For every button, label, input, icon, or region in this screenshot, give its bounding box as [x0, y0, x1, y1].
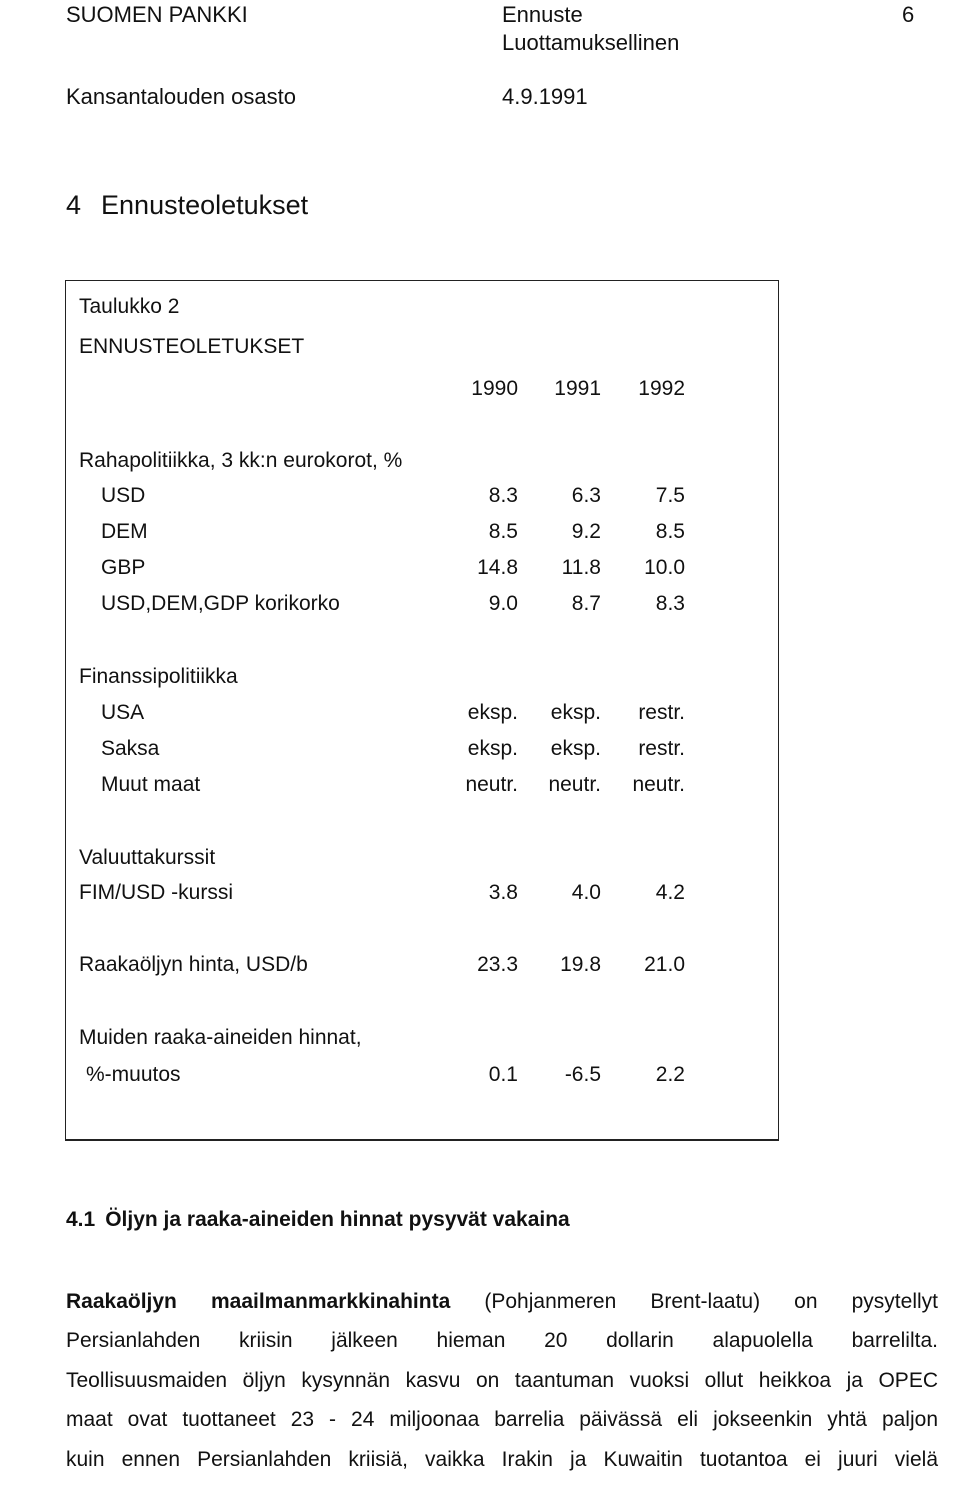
paragraph-line: Raakaöljyn maailmanmarkkinahinta (Pohjanmeren Brent-laatu) on pysytellyt	[66, 1290, 938, 1313]
paragraph-line: kuin ennen Persianlahden kriisiä, vaikka Irakin ja Kuwaitin tuotantoa ei juuri vielä	[66, 1448, 938, 1471]
year-header: 1991	[554, 377, 601, 400]
table-cell: 19.8	[560, 953, 601, 976]
section-number: 4	[66, 190, 82, 220]
document-date: 4.9.1991	[502, 84, 588, 109]
table-cell: 14.8	[477, 556, 518, 579]
row-label: DEM	[101, 520, 148, 543]
paragraph-line: maat ovat tuottaneet 23 - 24 miljoonaa barrelia päivässä eli jokseenkin yhtä paljon	[66, 1408, 938, 1431]
forecast-table	[65, 280, 779, 1141]
subsection-title: Öljyn ja raaka-aineiden hinnat pysyvät vakaina	[105, 1208, 570, 1231]
row-label: FIM/USD -kurssi	[79, 881, 233, 904]
classification: Luottamuksellinen	[502, 30, 680, 55]
paragraph-lead: Raakaöljyn maailmanmarkkinahinta	[66, 1290, 451, 1313]
table-cell: 8.5	[655, 520, 685, 543]
table-cell: 4.2	[655, 881, 685, 904]
table-cell: eksp.	[467, 737, 518, 760]
section-heading	[66, 190, 308, 221]
table-cell: neutr.	[548, 773, 601, 796]
table-cell: eksp.	[550, 737, 601, 760]
row-label: Saksa	[101, 737, 160, 760]
table-cell: restr.	[638, 737, 685, 760]
table-label: Taulukko 2	[79, 295, 180, 318]
table-cell: -6.5	[564, 1063, 601, 1086]
table-cell: eksp.	[550, 701, 601, 724]
row-label: %-muutos	[86, 1063, 181, 1086]
table-cell: 10.0	[644, 556, 685, 579]
table-cell: restr.	[638, 701, 685, 724]
table-cell: 8.5	[488, 520, 518, 543]
subsection-number: 4.1	[66, 1208, 96, 1231]
row-label: Muut maat	[101, 773, 201, 796]
row-label: USD	[101, 484, 146, 507]
group-heading: Finanssipolitiikka	[79, 665, 238, 688]
table-cell: 7.5	[655, 484, 685, 507]
table-cell: neutr.	[465, 773, 518, 796]
row-label: USD,DEM,GDP korikorko	[101, 592, 340, 615]
table-cell: 8.3	[488, 484, 518, 507]
table-cell: 3.8	[488, 881, 518, 904]
table-cell: 21.0	[644, 953, 685, 976]
group-heading: Muiden raaka-aineiden hinnat,	[79, 1026, 362, 1049]
table-cell: 0.1	[488, 1063, 518, 1086]
page-number: 6	[902, 2, 915, 27]
row-label: Raakaöljyn hinta, USD/b	[79, 953, 308, 976]
doc-type: Ennuste	[502, 2, 583, 27]
year-header: 1990	[471, 377, 518, 400]
org-name: SUOMEN PANKKI	[66, 2, 248, 27]
table-cell: 6.3	[571, 484, 601, 507]
table-cell: 23.3	[477, 953, 518, 976]
table-cell: 8.3	[655, 592, 685, 615]
paragraph-line: Teollisuusmaiden öljyn kysynnän kasvu on taantuman vuoksi ollut heikkoa ja OPEC	[66, 1369, 938, 1392]
row-label: GBP	[101, 556, 146, 579]
table-cell: eksp.	[467, 701, 518, 724]
subsection-heading	[66, 1208, 570, 1232]
table-cell: neutr.	[632, 773, 685, 796]
row-label: USA	[101, 701, 145, 724]
table-cell: 4.0	[571, 881, 601, 904]
group-heading: Valuuttakurssit	[79, 846, 216, 869]
department: Kansantalouden osasto	[66, 84, 296, 109]
table-title: ENNUSTEOLETUKSET	[79, 335, 305, 358]
table-cell: 8.7	[571, 592, 601, 615]
table-cell: 9.0	[488, 592, 518, 615]
group-heading: Rahapolitiikka, 3 kk:n eurokorot, %	[79, 449, 403, 472]
paragraph-line: Persianlahden kriisin jälkeen hieman 20 dollarin alapuolella barrelilta.	[66, 1329, 938, 1352]
year-header: 1992	[638, 377, 685, 400]
table-cell: 9.2	[571, 520, 601, 543]
table-cell: 11.8	[561, 556, 601, 579]
section-title: Ennusteoletukset	[101, 190, 309, 220]
table-cell: 2.2	[655, 1063, 685, 1086]
